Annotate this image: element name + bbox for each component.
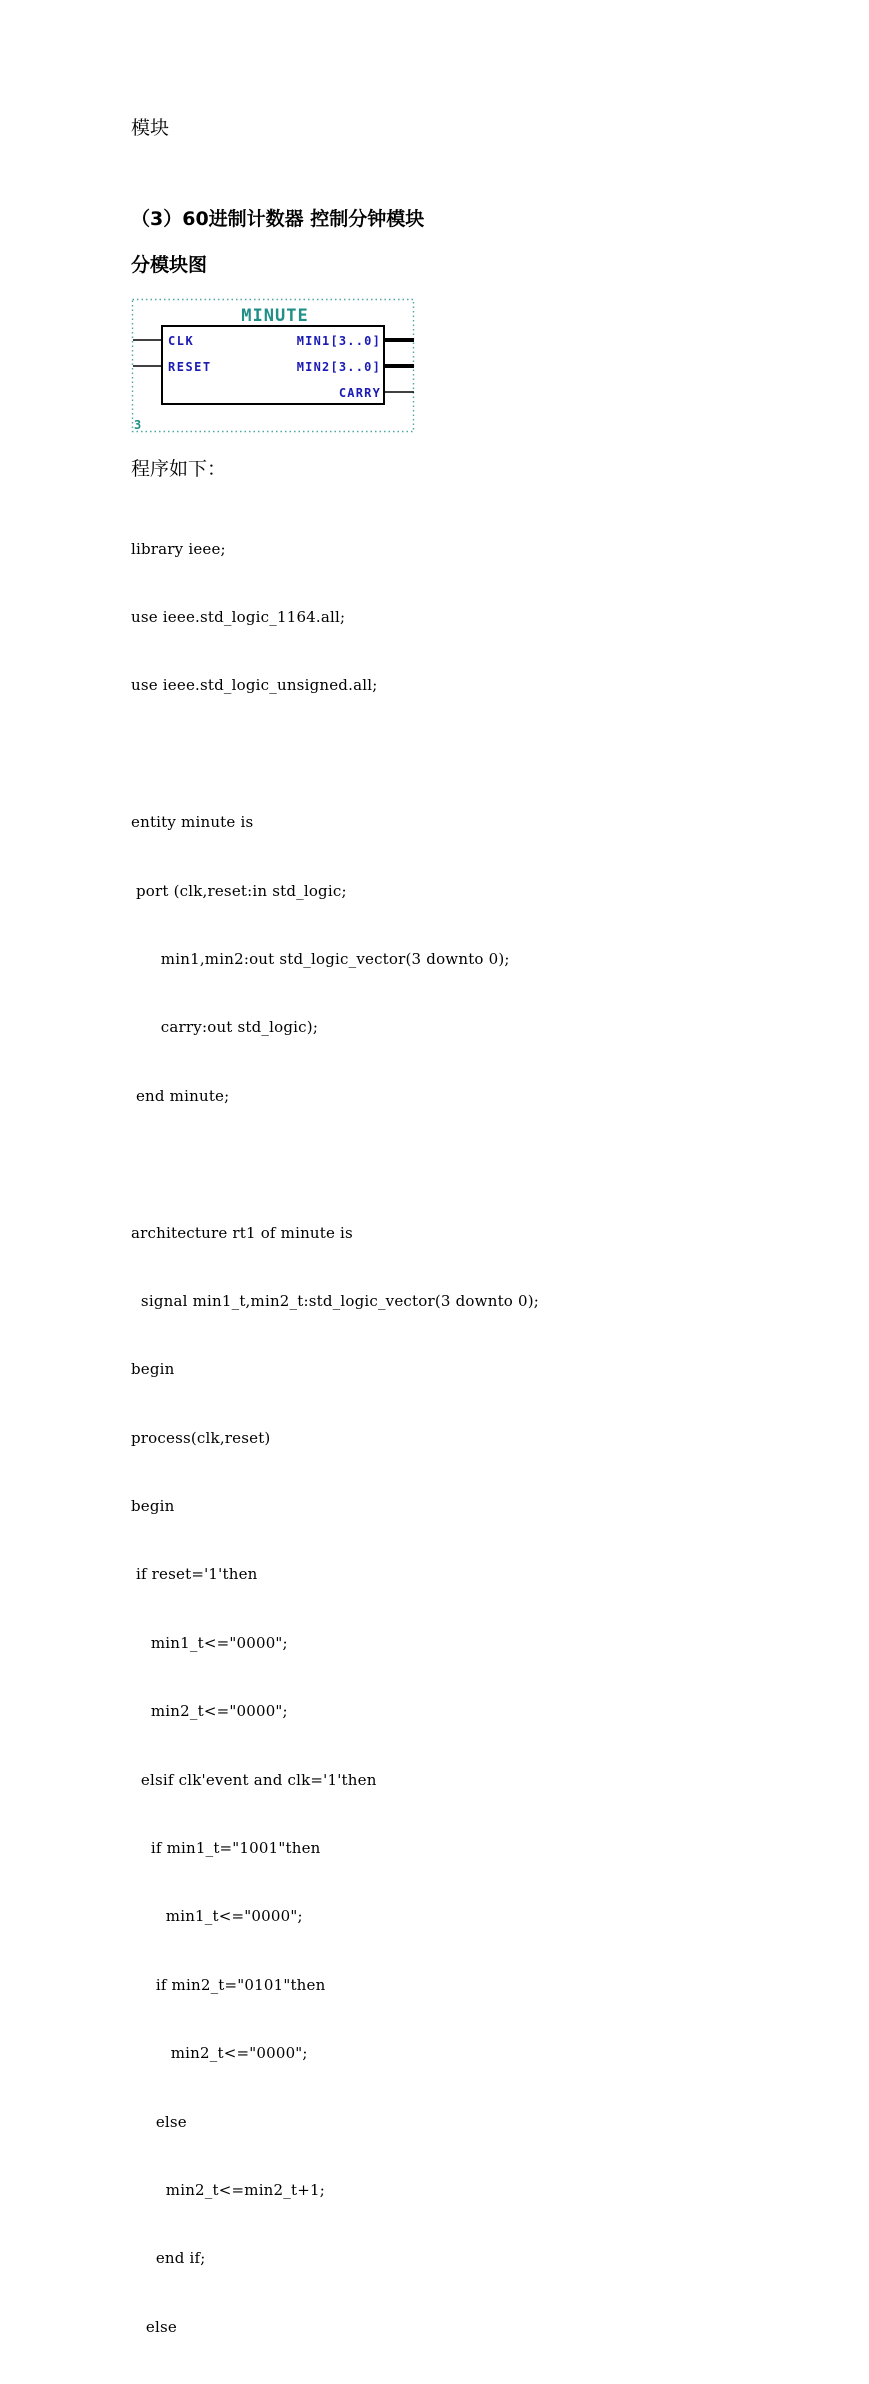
- code-line: end minute;: [131, 1086, 230, 1105]
- code-line: elsif clk'event and clk='1'then: [131, 1770, 377, 1789]
- trailing-text: 模块: [131, 117, 170, 139]
- port-label-carry: CARRY: [338, 386, 381, 400]
- code-line: min2_t<="0000";: [131, 1702, 288, 1721]
- code-line: else: [131, 2317, 177, 2336]
- code-line: if reset='1'then: [131, 1565, 258, 1584]
- program-intro: 程序如下：: [131, 458, 227, 480]
- code-line: [131, 1153, 539, 1176]
- vhdl-code-block: [131, 492, 539, 2384]
- code-line: begin: [131, 1360, 175, 1379]
- port-label-clk: CLK: [168, 334, 195, 348]
- port-label-reset: RESET: [168, 360, 212, 374]
- diagram-title: MINUTE: [241, 306, 309, 326]
- code-line: if min1_t="1001"then: [131, 1839, 321, 1858]
- code-line: process(clk,reset): [131, 1428, 271, 1447]
- code-line: min1,min2:out std_logic_vector(3 downto 0);: [131, 949, 510, 968]
- code-line: min2_t<="0000";: [131, 2044, 308, 2063]
- section-heading: （3）60进制计数器 控制分钟模块: [131, 208, 425, 230]
- code-line: architecture rt1 of minute is: [131, 1223, 353, 1242]
- code-line: min2_t<=min2_t+1;: [131, 2180, 325, 2199]
- code-line: use ieee.std_logic_unsigned.all;: [131, 676, 378, 695]
- code-line: carry:out std_logic);: [131, 1018, 319, 1037]
- port-label-min1: MIN1[3..0]: [296, 334, 381, 348]
- code-line: begin: [131, 1497, 175, 1516]
- code-line: if min2_t="0101"then: [131, 1975, 326, 1994]
- code-line: min1_t<="0000";: [131, 1907, 303, 1926]
- port-label-min2: MIN2[3..0]: [296, 360, 381, 374]
- code-line: [131, 743, 539, 766]
- code-line: signal min1_t,min2_t:std_logic_vector(3 downto 0);: [131, 1291, 540, 1310]
- code-line: library ieee;: [131, 539, 226, 558]
- minute-block-diagram: [131, 298, 416, 434]
- code-line: use ieee.std_logic_1164.all;: [131, 607, 346, 626]
- code-line: min1_t<="0000";: [131, 1633, 288, 1652]
- sub-heading: 分模块图: [131, 254, 208, 276]
- instance-number: 3: [134, 418, 142, 432]
- code-line: else: [131, 2112, 187, 2131]
- code-line: end if;: [131, 2249, 206, 2268]
- code-line: entity minute is: [131, 813, 254, 832]
- code-line: port (clk,reset:in std_logic;: [131, 881, 347, 900]
